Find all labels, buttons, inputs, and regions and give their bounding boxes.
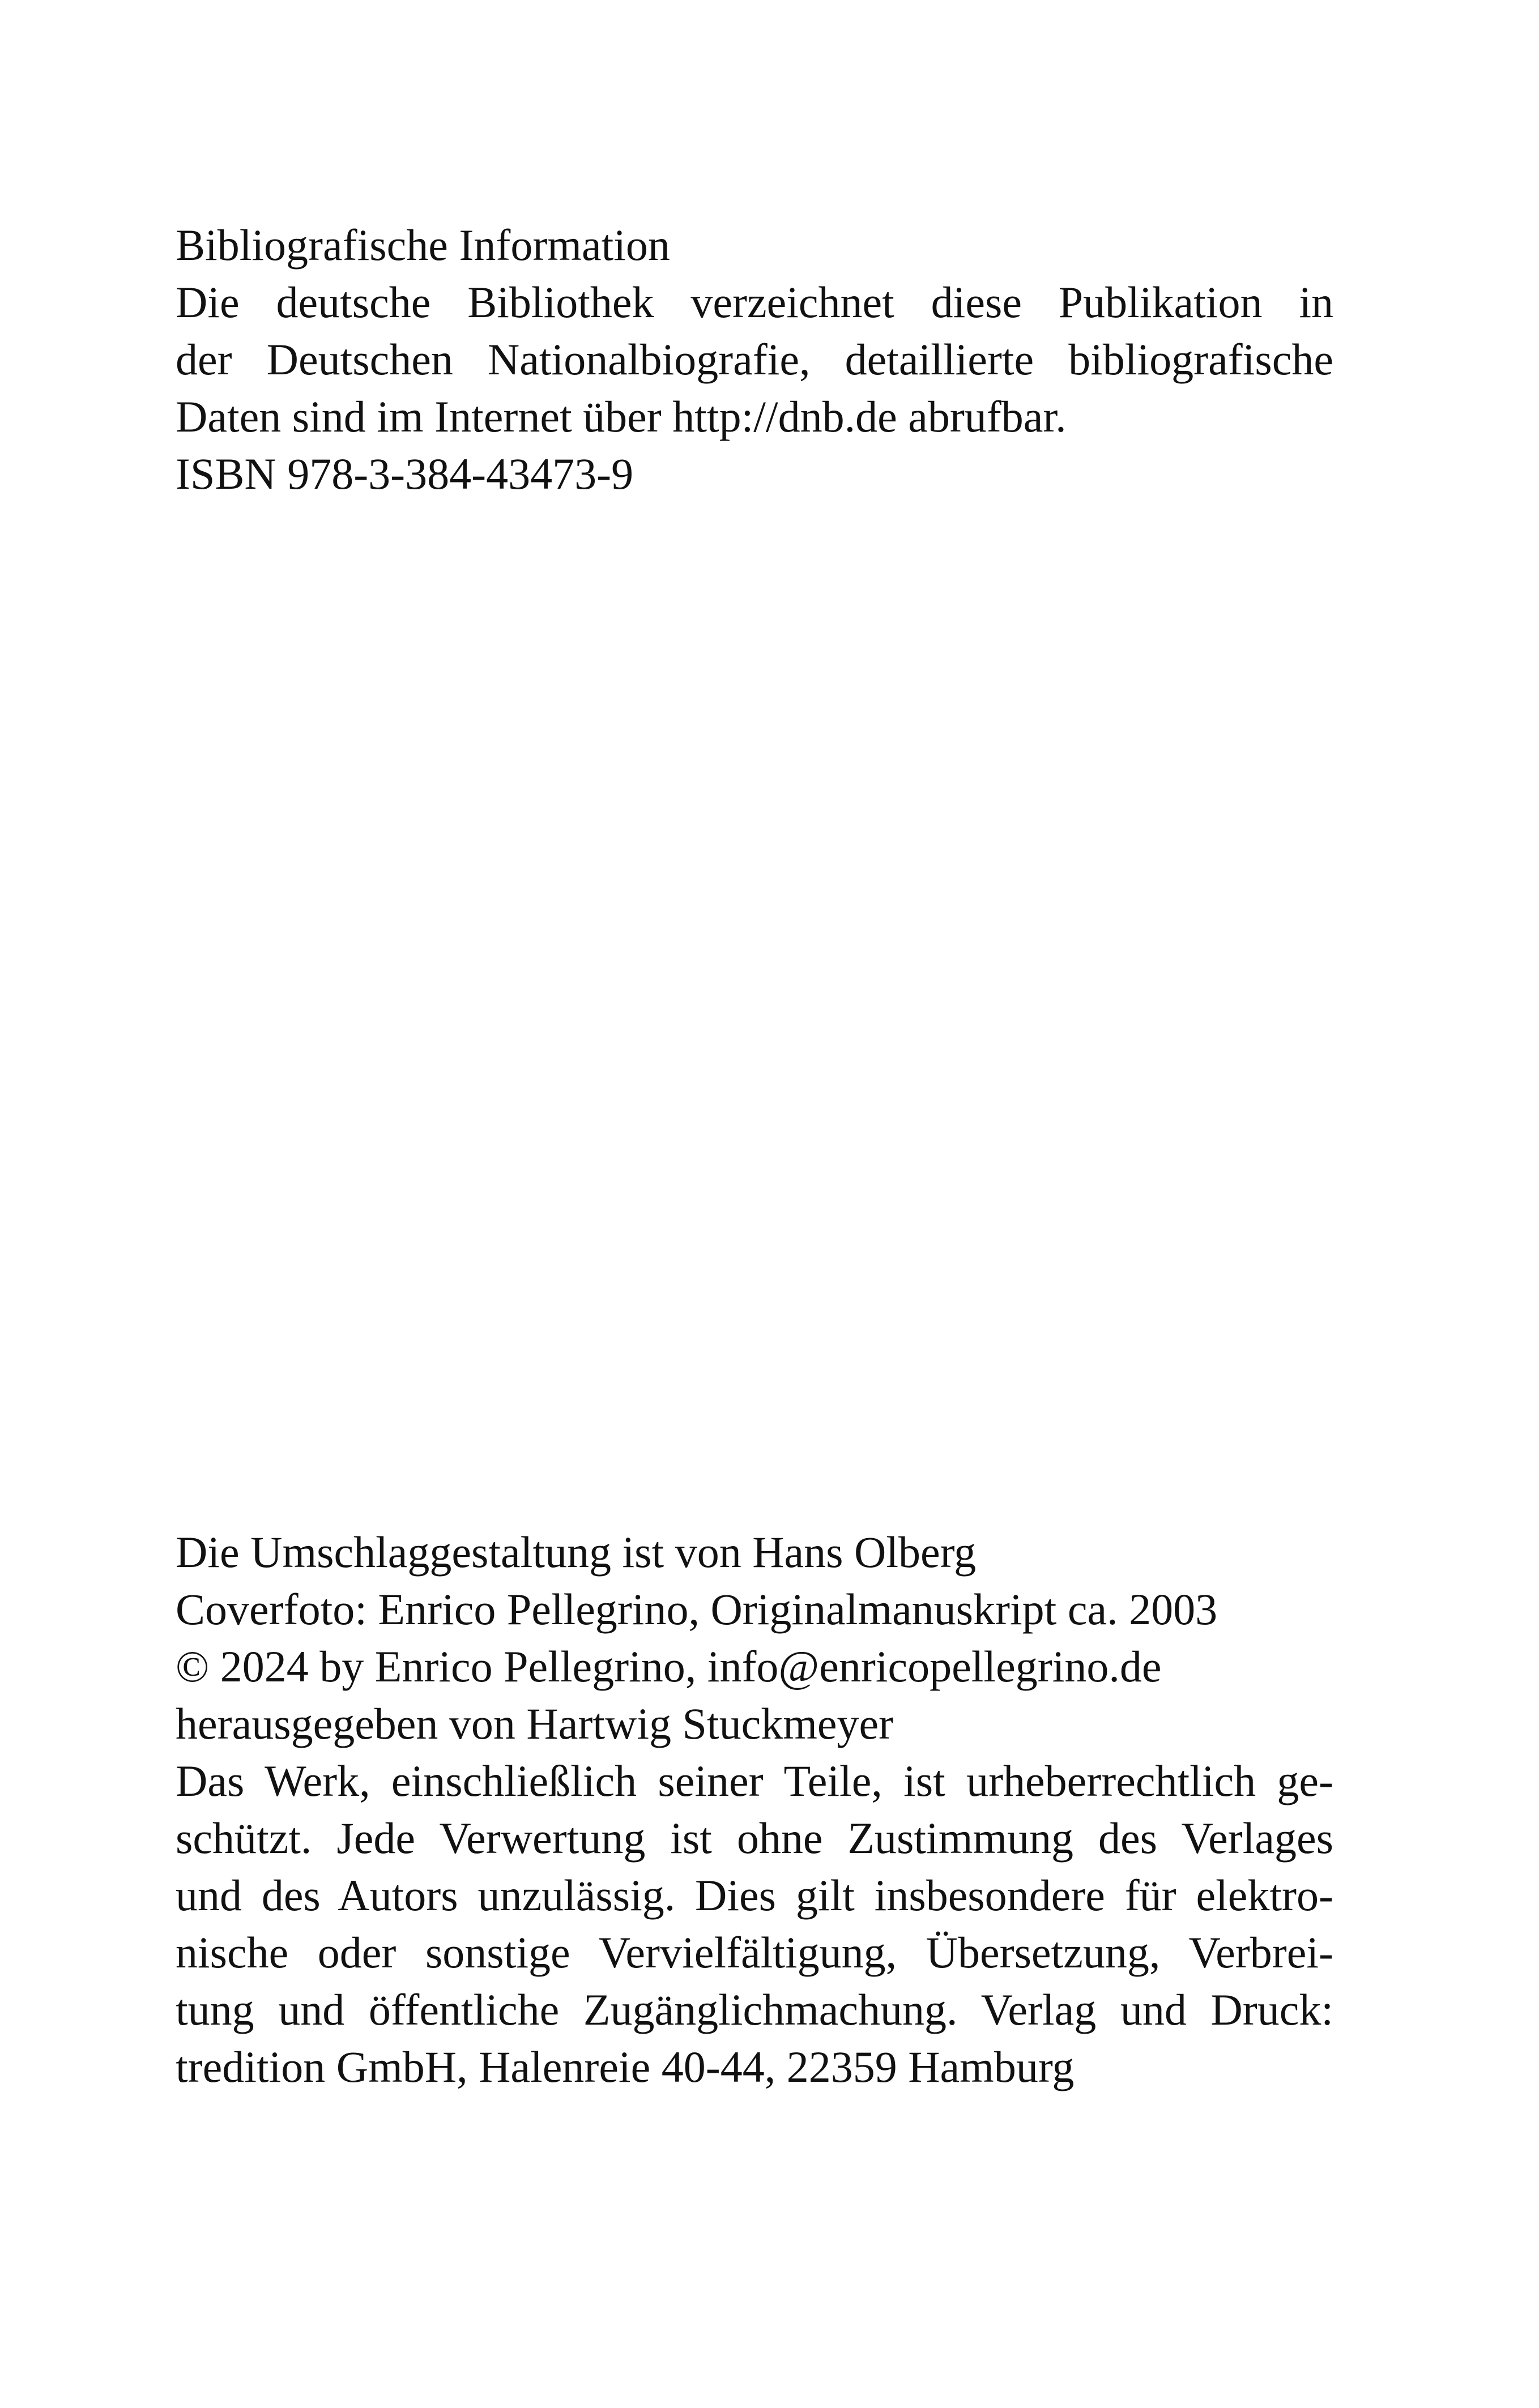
legal-line: schützt. Jede Verwertung ist ohne Zustimmung des Verlages	[176, 1813, 1333, 1863]
editor-credit: herausgegeben von Hartwig Stuckmeyer	[176, 1699, 894, 1748]
cover-design-credit: Die Umschlaggestaltung ist von Hans Olberg	[176, 1527, 977, 1577]
bibliographic-line: Daten sind im Internet über http://dnb.de abrufbar.	[176, 392, 1067, 441]
isbn: ISBN 978-3-384-43473-9	[176, 449, 634, 498]
legal-line: tredition GmbH, Halenreie 40-44, 22359 Hamburg	[176, 2042, 1075, 2091]
bibliographic-information	[176, 216, 1333, 502]
bibliographic-heading: Bibliografische Information	[176, 220, 670, 270]
legal-line: tung und öffentliche Zugänglichmachung. Verlag und Druck:	[176, 1985, 1333, 2034]
bibliographic-line: Die deutsche Bibliothek verzeichnet diese Publikation in	[176, 277, 1333, 327]
legal-line: und des Autors unzulässig. Dies gilt insbesondere für elektro-	[176, 1871, 1333, 1920]
copyright-notice: © 2024 by Enrico Pellegrino, info@enricopellegrino.de	[176, 1642, 1162, 1691]
legal-line: Das Werk, einschließlich seiner Teile, ist urheberrechtlich ge-	[176, 1756, 1333, 1805]
legal-line: nische oder sonstige Vervielfältigung, Übersetzung, Verbrei-	[176, 1928, 1333, 1977]
cover-photo-credit: Coverfoto: Enrico Pellegrino, Originalmanuskript ca. 2003	[176, 1585, 1218, 1634]
imprint-credits	[176, 1523, 1333, 2095]
bibliographic-line: der Deutschen Nationalbiografie, detaillierte bibliografische	[176, 335, 1333, 384]
